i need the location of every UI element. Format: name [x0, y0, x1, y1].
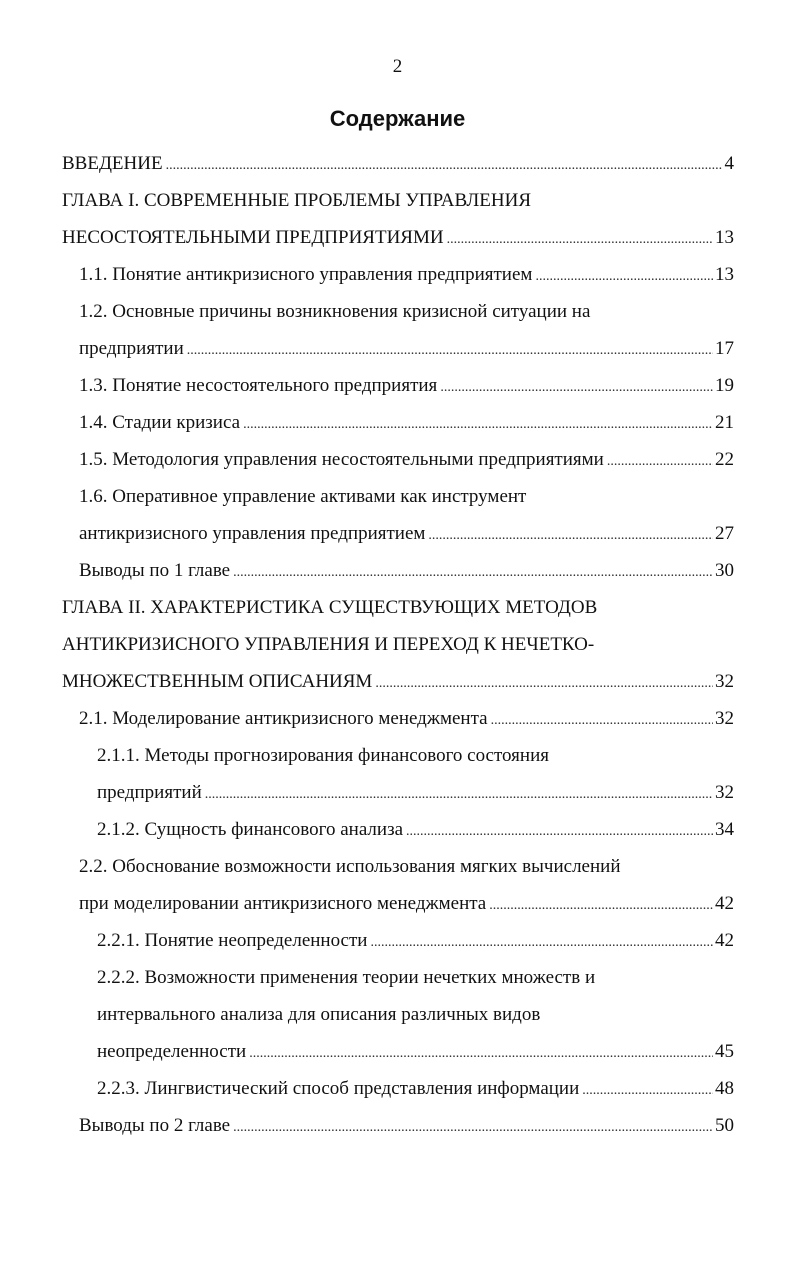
toc-leader-dots [187, 333, 713, 369]
toc-leader-dots [166, 148, 723, 184]
toc-entry-text: 2.2. Обоснование возможности использования мягких вычислений [79, 856, 621, 877]
toc-leader-dots [489, 888, 713, 924]
toc-page-number: 32 [715, 708, 734, 729]
toc-page-number: 13 [715, 264, 734, 285]
toc-page-number: 42 [715, 930, 734, 951]
toc-leader-dots [370, 925, 713, 961]
toc-entry-text: 2.1. Моделирование антикризисного менеджмента [79, 708, 488, 729]
toc-entry-1-2[interactable] [79, 294, 734, 330]
toc-leader-dots [607, 444, 713, 480]
toc-entry-text: ГЛАВА I. СОВРЕМЕННЫЕ ПРОБЛЕМЫ УПРАВЛЕНИЯ [62, 190, 532, 211]
toc-entry-chapter-2-cont[interactable] [62, 664, 734, 700]
page-title: Содержание [329, 106, 466, 131]
toc-page-number: 30 [715, 560, 734, 581]
toc-page-number: 4 [724, 153, 734, 174]
toc-entry-text: предприятии [79, 338, 184, 359]
toc-entry-1-4[interactable] [79, 405, 734, 441]
toc-entry-text: АНТИКРИЗИСНОГО УПРАВЛЕНИЯ И ПЕРЕХОД К НЕЧЕТКО- [62, 634, 595, 655]
toc-entry-1-2-cont[interactable] [79, 331, 734, 367]
toc-page-number: 21 [715, 412, 734, 433]
toc-entry-1-6-cont[interactable] [79, 516, 734, 552]
toc-entry-2-2-2-cont[interactable] [97, 1034, 734, 1070]
toc-page-number: 22 [715, 449, 734, 470]
toc-entry-1-3[interactable] [79, 368, 734, 404]
toc-entry-text: 2.2.3. Лингвистический способ представления информации [97, 1078, 580, 1099]
toc-entry-text: 1.4. Стадии кризиса [79, 412, 241, 433]
toc-entry-2-1-1-cont[interactable] [97, 775, 734, 811]
toc-entry-conclusions-1[interactable] [79, 553, 734, 589]
toc-entry-text: 2.1.2. Сущность финансового анализа [97, 819, 404, 840]
toc-leader-dots [406, 814, 713, 850]
toc-entry-2-2-3[interactable] [97, 1071, 734, 1107]
toc-leader-dots [447, 222, 713, 258]
toc-leader-dots [243, 407, 713, 443]
toc-entry-introduction[interactable] [62, 146, 734, 182]
toc-leader-dots [233, 1110, 713, 1146]
toc-entry-text: Выводы по 2 главе [79, 1115, 231, 1136]
toc-entry-chapter-1[interactable] [62, 183, 734, 219]
toc-leader-dots [233, 555, 713, 591]
toc-page-number: 17 [715, 338, 734, 359]
toc-leader-dots [582, 1073, 713, 1109]
toc-entry-text: при моделировании антикризисного менеджмента [79, 893, 487, 914]
toc-entry-text: 1.1. Понятие антикризисного управления предприятием [79, 264, 533, 285]
toc-page-number: 32 [715, 671, 734, 692]
toc-leader-dots [205, 777, 713, 813]
toc-entry-2-2-2[interactable] [97, 960, 734, 996]
toc-leader-dots [428, 518, 713, 554]
toc-page-number: 34 [715, 819, 734, 840]
toc-entry-text: антикризисного управления предприятием [79, 523, 426, 544]
toc-page-number: 19 [715, 375, 734, 396]
toc-entry-text: 1.2. Основные причины возникновения кризисной ситуации на [79, 301, 591, 322]
toc-page-number: 27 [715, 523, 734, 544]
toc-page-number: 48 [715, 1078, 734, 1099]
toc-entry-conclusions-2[interactable] [79, 1108, 734, 1144]
toc-page-number: 13 [715, 227, 734, 248]
toc-entry-1-5[interactable] [79, 442, 734, 478]
toc-leader-dots [375, 666, 713, 702]
toc-entry-text: 2.1.1. Методы прогнозирования финансового состояния [97, 745, 549, 766]
toc-entry-text: предприятий [97, 782, 202, 803]
toc-leader-dots [440, 370, 713, 406]
toc-entry-text: ВВЕДЕНИЕ [62, 153, 163, 174]
toc-page-number: 32 [715, 782, 734, 803]
toc-entry-text: ГЛАВА II. ХАРАКТЕРИСТИКА СУЩЕСТВУЮЩИХ МЕТОДОВ [62, 597, 598, 618]
page-number: 2 [392, 56, 403, 77]
toc-entry-text: МНОЖЕСТВЕННЫМ ОПИСАНИЯМ [62, 671, 373, 692]
toc-entry-2-2-1[interactable] [97, 923, 734, 959]
toc-leader-dots [249, 1036, 713, 1072]
toc-entry-text: 2.2.2. Возможности применения теории нечетких множеств и [97, 967, 596, 988]
toc-entry-2-2-2-cont[interactable] [97, 997, 734, 1033]
toc-entry-chapter-2[interactable] [62, 590, 734, 626]
toc-entry-text: 2.2.1. Понятие неопределенности [97, 930, 368, 951]
toc-leader-dots [491, 703, 713, 739]
toc-entry-text: НЕСОСТОЯТЕЛЬНЫМИ ПРЕДПРИЯТИЯМИ [62, 227, 444, 248]
toc-page-number: 45 [715, 1041, 734, 1062]
toc-entry-chapter-1-cont[interactable] [62, 220, 734, 256]
toc-entry-2-1-2[interactable] [97, 812, 734, 848]
toc-entry-text: Выводы по 1 главе [79, 560, 231, 581]
toc-page-number: 50 [715, 1115, 734, 1136]
toc-entry-2-1-1[interactable] [97, 738, 734, 774]
toc-page-number: 42 [715, 893, 734, 914]
toc-entry-text: неопределенности [97, 1041, 247, 1062]
toc-entry-1-1[interactable] [79, 257, 734, 293]
toc-entry-text: интервального анализа для описания различных видов [97, 1004, 541, 1025]
toc-entry-text: 1.5. Методология управления несостоятельными предприятиями [79, 449, 604, 470]
toc-entry-2-1[interactable] [79, 701, 734, 737]
toc-entry-2-2-cont[interactable] [79, 886, 734, 922]
toc-entry-text: 1.6. Оперативное управление активами как инструмент [79, 486, 527, 507]
toc-entry-2-2[interactable] [79, 849, 734, 885]
toc-leader-dots [535, 259, 713, 295]
toc-entry-text: 1.3. Понятие несостоятельного предприятия [79, 375, 438, 396]
toc-entry-1-6[interactable] [79, 479, 734, 515]
toc-entry-chapter-2-cont[interactable] [62, 627, 734, 663]
